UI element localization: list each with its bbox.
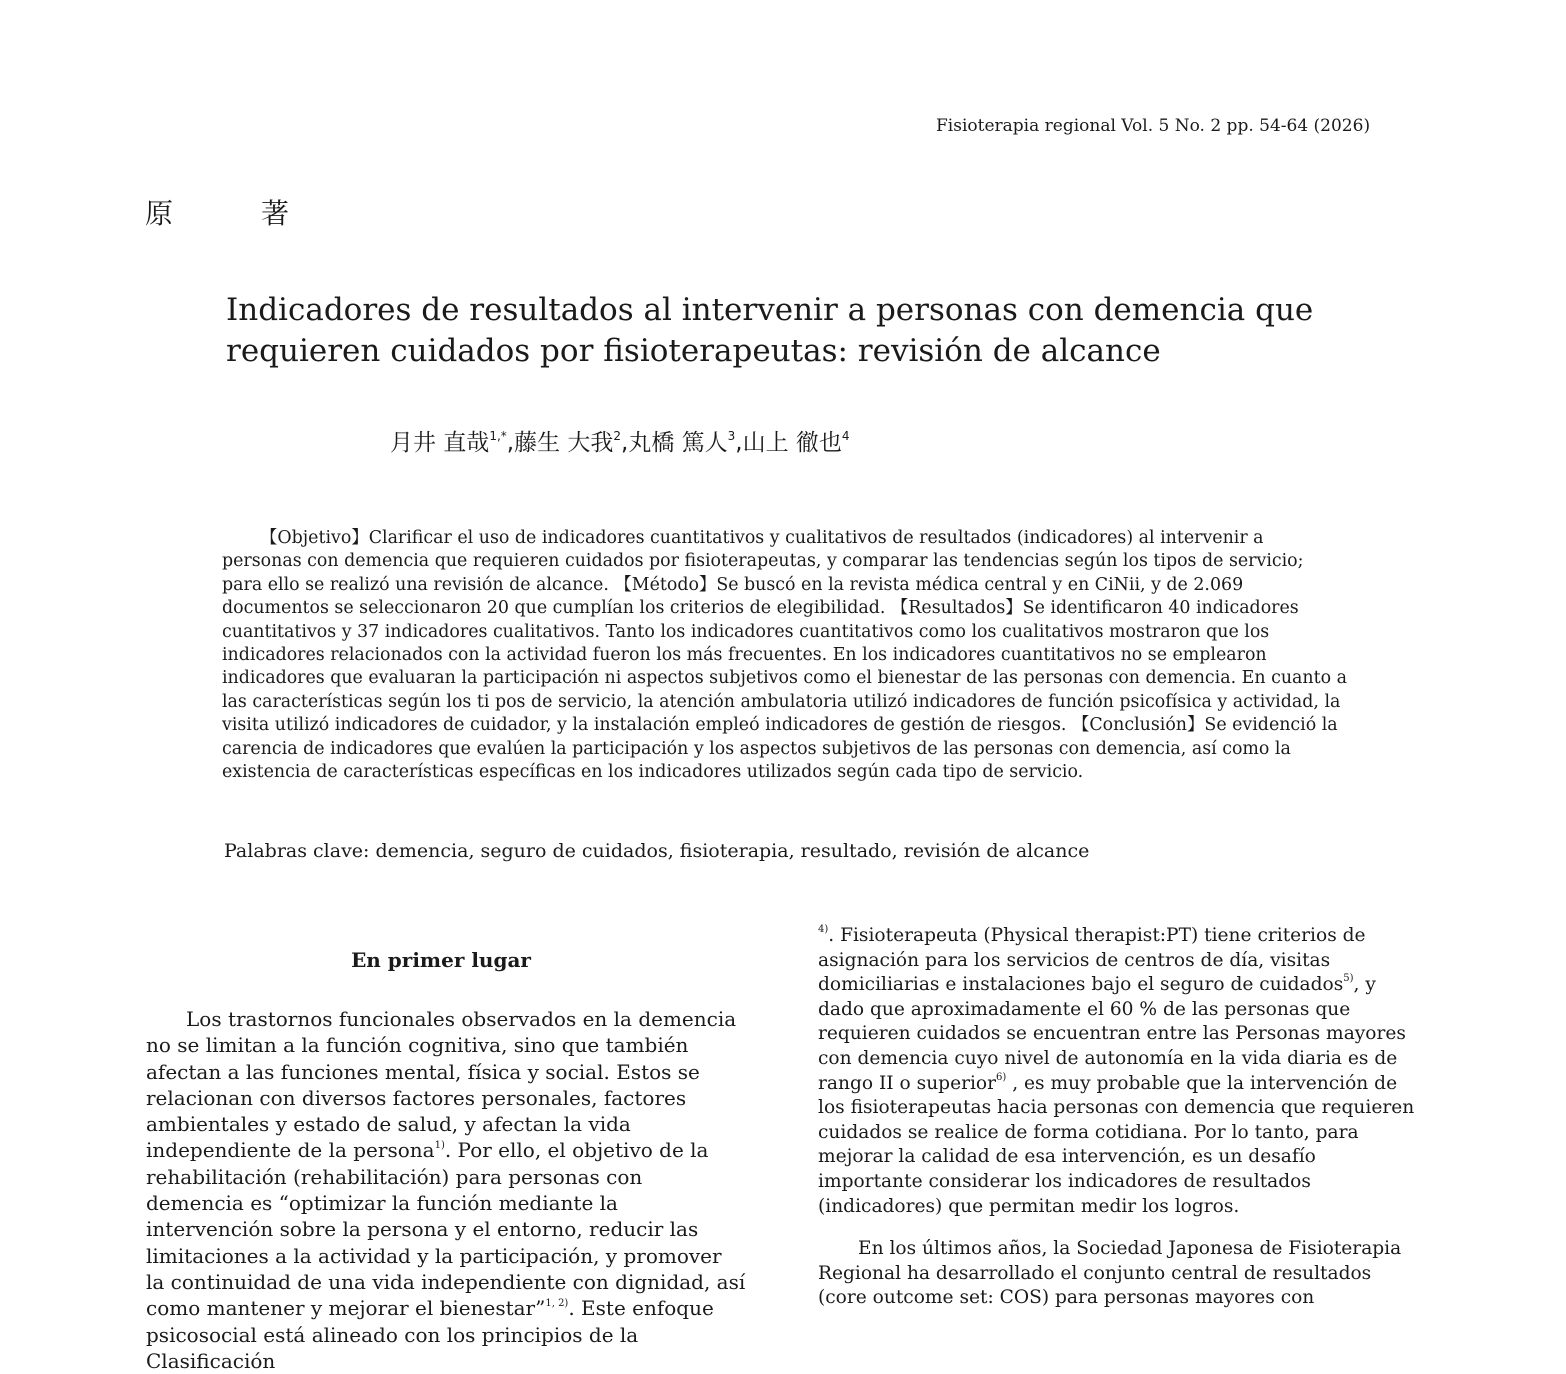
- author-name: 山上 徹也: [742, 430, 842, 456]
- journal-reference: Fisioterapia regional Vol. 5 No. 2 pp. 54-64 (2026): [936, 116, 1371, 136]
- author-affiliation: 2: [613, 429, 622, 443]
- right-column: [818, 924, 1418, 1311]
- body-paragraph: En los últimos años, la Sociedad Japonesa de Fisioterapia Regional ha desarrollado el conjunto central de resultados (core outcome set: COS) para personas mayores con: [818, 1238, 1402, 1309]
- body-text-segment: . Fisioterapeuta (Physical therapist:PT) tiene criterios de asignación para los servicios de centros de día, visitas domiciliarias e instalaciones bajo el seguro de cuidados: [818, 925, 1366, 996]
- author-separator: ,: [506, 430, 515, 456]
- citation-ref: 5): [1343, 973, 1354, 985]
- author-separator: ,: [735, 430, 743, 456]
- author-name: 藤生 大我: [514, 430, 614, 456]
- body-text-segment: Los trastornos funcionales observados en la demencia no se limitan a la función cognitiva, sino que también afectan a las funciones mental, física y social. Estos se relacionan con diversos factores personales, factores ambientales y estado de salud, y afectan la vida independiente de la persona: [146, 1007, 737, 1163]
- author-affiliation: 4: [841, 429, 850, 443]
- body-paragraph: [146, 1006, 746, 1374]
- citation-ref: 6): [996, 1071, 1007, 1083]
- citation-ref: 4): [818, 924, 829, 935]
- author-list: [390, 424, 850, 457]
- author-separator: ,: [621, 430, 629, 456]
- keywords: Palabras clave: demencia, seguro de cuidados, fisioterapia, resultado, revisión de alcance: [224, 840, 1090, 862]
- author-affiliation: 3: [727, 429, 736, 443]
- author-name: 月井 直哉: [390, 430, 490, 456]
- body-text-segment: . Este enfoque psicosocial está alineado con los principios de la Clasificación: [146, 1296, 714, 1373]
- left-column: [146, 948, 746, 1374]
- article-title: Indicadores de resultados al intervenir a personas con demencia que requieren cuidados por fisioterapeutas: revisión de alcance: [226, 292, 1314, 369]
- body-paragraph: [818, 924, 1418, 1219]
- abstract: 【Objetivo】Clarificar el uso de indicadores cuantitativos y cualitativos de resultados (indicadores) al intervenir a personas con demencia que requieren cuidados por fisioterapeutas, y comparar las tendencias según los tipos de servicio; para ello se realizó una revisión de alcance. 【Método】Se buscó en la revista médica central y en CiNii, y de 2.069 documentos se seleccionaron 20 que cumplían los criterios de elegibilidad. 【Resultados】Se identificaron 40 indicadores cuantitativos y 37 indicadores cualitativos. Tanto los indicadores cuantitativos como los cualitativos mostraron que los indicadores relacionados con la actividad fueron los más frecuentes. En los indicadores cuantitativos no se emplearon indicadores que evaluaran la participación ni aspectos subjetivos como el bienestar de las personas con demencia. En cuanto a las características según los ti pos de servicio, la atención ambulatoria utilizó indicadores de función psicofísica y actividad, la visita utilizó indicadores de cuidador, y la instalación empleó indicadores de gestión de riesgos. 【Conclusión】Se evidenció la carencia de indicadores que evalúen la participación y los aspectos subjetivos de las personas con demencia, así como la existencia de características específicas en los indicadores utilizados según cada tipo de servicio.: [222, 528, 1347, 783]
- author-affiliation: 1,*: [489, 429, 507, 443]
- author-name: 丸橋 篤人: [628, 430, 728, 456]
- body-text-segment: . Por ello, el objetivo de la rehabilitación (rehabilitación) para personas con demencia es “optimizar la función mediante la intervención sobre la persona y el entorno, reducir las limitaciones a la actividad y la participación, y promover la continuidad de una vida independiente con dignidad, así como mantener y mejorar el bienestar”: [146, 1138, 746, 1321]
- citation-ref: 1, 2): [545, 1298, 569, 1310]
- article-type-label: 原著: [145, 197, 378, 230]
- body-text-segment: , es muy probable que la intervención de los fisioterapeutas hacia personas con demencia que requieren cuidados se realice de forma cotidiana. Por lo tanto, para mejorar la calidad de esa intervención, es un desafío importante considerar los indicadores de resultados (indicadores) que permitan medir los logros.: [818, 1072, 1415, 1217]
- section-heading: En primer lugar: [351, 948, 531, 972]
- citation-ref: 1): [434, 1140, 445, 1152]
- body-text-segment: , y dado que aproximadamente el 60 % de las personas que requieren cuidados se encuentran entre las Personas mayores con demencia cuyo nivel de autonomía en la vida diaria es de rango II o superior: [818, 974, 1406, 1094]
